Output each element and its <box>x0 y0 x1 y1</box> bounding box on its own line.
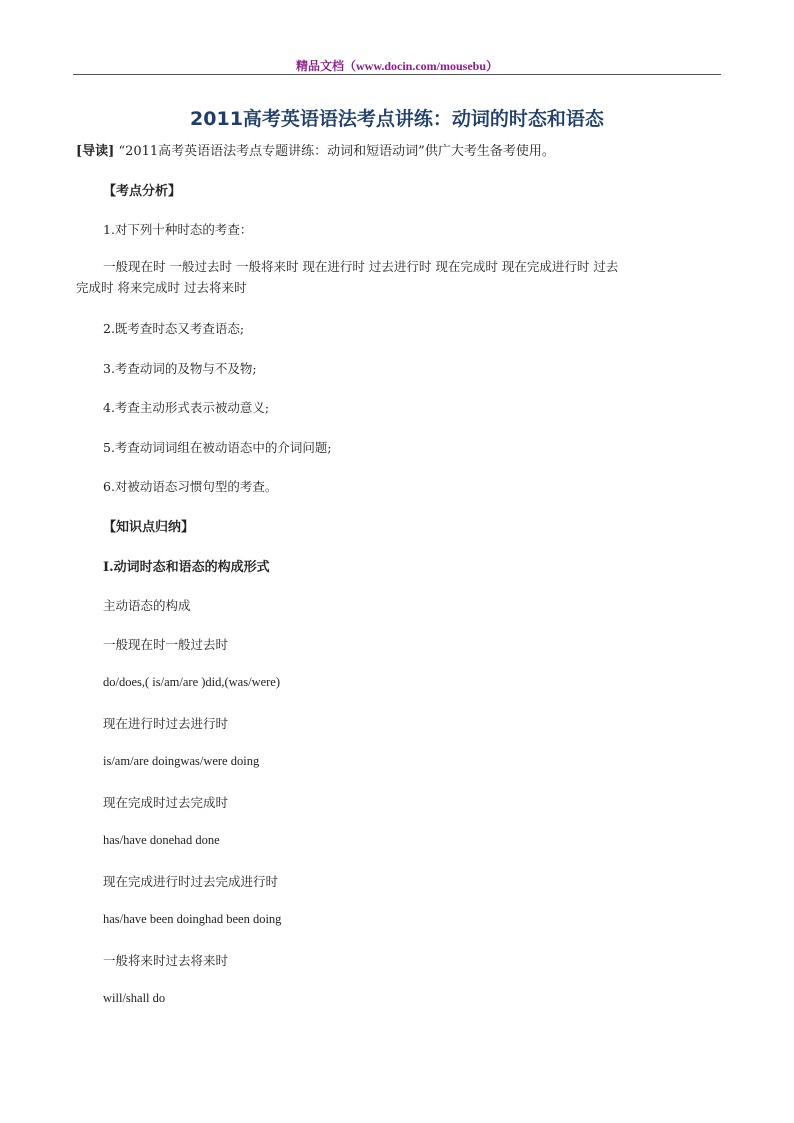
header-divider <box>73 74 721 75</box>
analysis-item-3: 3.考查动词的及物与不及物; <box>103 361 257 376</box>
knowledge-heading: 【知识点归纳】 <box>103 520 195 535</box>
page-title: 2011高考英语语法考点讲练：动词的时态和语态 <box>190 108 604 130</box>
intro-text: “2011高考英语语法考点专题讲练：动词和短语动词”供广大考生备考使用。 <box>118 144 555 159</box>
tenses-line-1: 一般现在时 一般过去时 一般将来时 现在进行时 过去进行时 现在完成时 现在完成进行时 过去 <box>103 259 619 274</box>
document-header-watermark: 精品文档（www.docin.com/mousebu） <box>295 59 498 73</box>
part1-heading: I.动词时态和语态的构成形式 <box>103 560 270 575</box>
tense-pair-1-form: do/does,( is/am/are )did,(was/were) <box>103 675 281 689</box>
intro-tag: [导读] <box>76 144 115 159</box>
active-voice-label: 主动语态的构成 <box>103 598 191 613</box>
tense-pair-4-form: has/have been doinghad been doing <box>103 912 282 926</box>
tense-pair-3-label: 现在完成时过去完成时 <box>103 795 229 810</box>
tense-pair-1-label: 一般现在时一般过去时 <box>103 637 229 652</box>
tenses-paragraph <box>76 256 722 298</box>
analysis-item-2: 2.既考查时态又考查语态; <box>103 321 245 336</box>
analysis-item-6: 6.对被动语态习惯句型的考查。 <box>103 479 278 494</box>
analysis-item-1: 1.对下列十种时态的考查： <box>103 222 253 237</box>
analysis-item-5: 5.考查动词词组在被动语态中的介词问题; <box>103 440 332 455</box>
analysis-heading: 【考点分析】 <box>103 184 182 199</box>
tense-pair-2-form: is/am/are doingwas/were doing <box>103 754 260 768</box>
analysis-item-4: 4.考查主动形式表示被动意义; <box>103 400 270 415</box>
tense-pair-3-form: has/have donehad done <box>103 833 220 847</box>
tense-pair-5-label: 一般将来时过去将来时 <box>103 953 229 968</box>
tenses-line-2: 完成时 将来完成时 过去将来时 <box>76 280 247 295</box>
tense-pair-4-label: 现在完成进行时过去完成进行时 <box>103 874 279 889</box>
tense-pair-2-label: 现在进行时过去进行时 <box>103 716 229 731</box>
tense-pair-5-form: will/shall do <box>103 991 166 1005</box>
intro-paragraph <box>76 140 726 159</box>
